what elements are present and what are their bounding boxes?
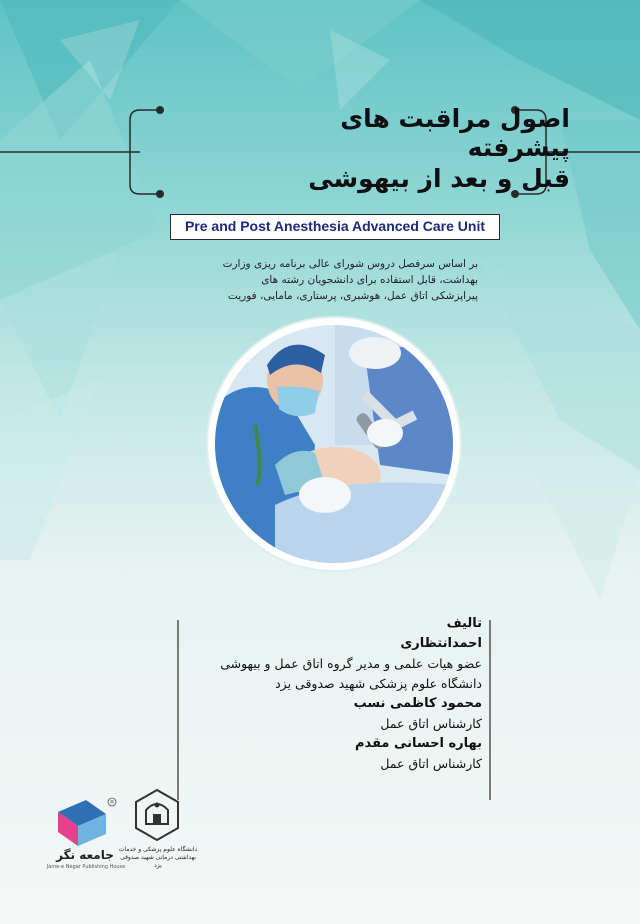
jame-negar-logo-icon [50, 794, 120, 856]
english-title-bar [170, 214, 500, 240]
credits-block [186, 614, 482, 774]
author-affiliation: کارشناس اتاق عمل [380, 756, 482, 771]
publisher-name: جامعه نگر [56, 848, 114, 862]
book-description [208, 256, 478, 304]
description-line: بر اساس سرفصل دروس شورای عالی برنامه ریزی وزارت [222, 258, 478, 270]
author-affiliation: دانشگاه علوم پزشکی شهید صدوقی یزد [275, 676, 482, 691]
book-title-line-1: اصول مراقبت های پیشرفته [340, 104, 570, 162]
registered-mark: ® [109, 800, 115, 806]
credits-heading: تالیف [446, 616, 482, 631]
publisher-subtext: Jame-e Negar Publishing House [46, 864, 126, 870]
english-title: Pre and Post Anesthesia Advanced Care Unit [184, 218, 486, 234]
description-line: بهداشت، قابل استفاده برای دانشجویان رشته های [261, 274, 478, 286]
author-affiliation: عضو هیات علمی و مدیر گروه اتاق عمل و بیهوشی [220, 656, 482, 671]
author-name: احمدانتظاری [400, 636, 482, 651]
description-line: پیراپزشکی اتاق عمل، هوشبری، پرستاری، مامایی، فوریت [227, 290, 478, 302]
university-name: دانشگاه علوم پزشکی و خدمات بهداشتی درمانی شهید صدوقی یزد [118, 846, 198, 869]
cover-photo-frame [208, 318, 460, 570]
anesthesia-scene-image [215, 325, 453, 563]
author-name: بهاره احسانی مقدم [355, 736, 482, 751]
university-emblem-icon [132, 788, 182, 842]
book-title-line-2: قبل و بعد از بیهوشی [308, 164, 570, 193]
author-affiliation: کارشناس اتاق عمل [380, 716, 482, 731]
cover-photo [215, 325, 453, 563]
author-name: محمود کاظمی نسب [353, 696, 482, 711]
